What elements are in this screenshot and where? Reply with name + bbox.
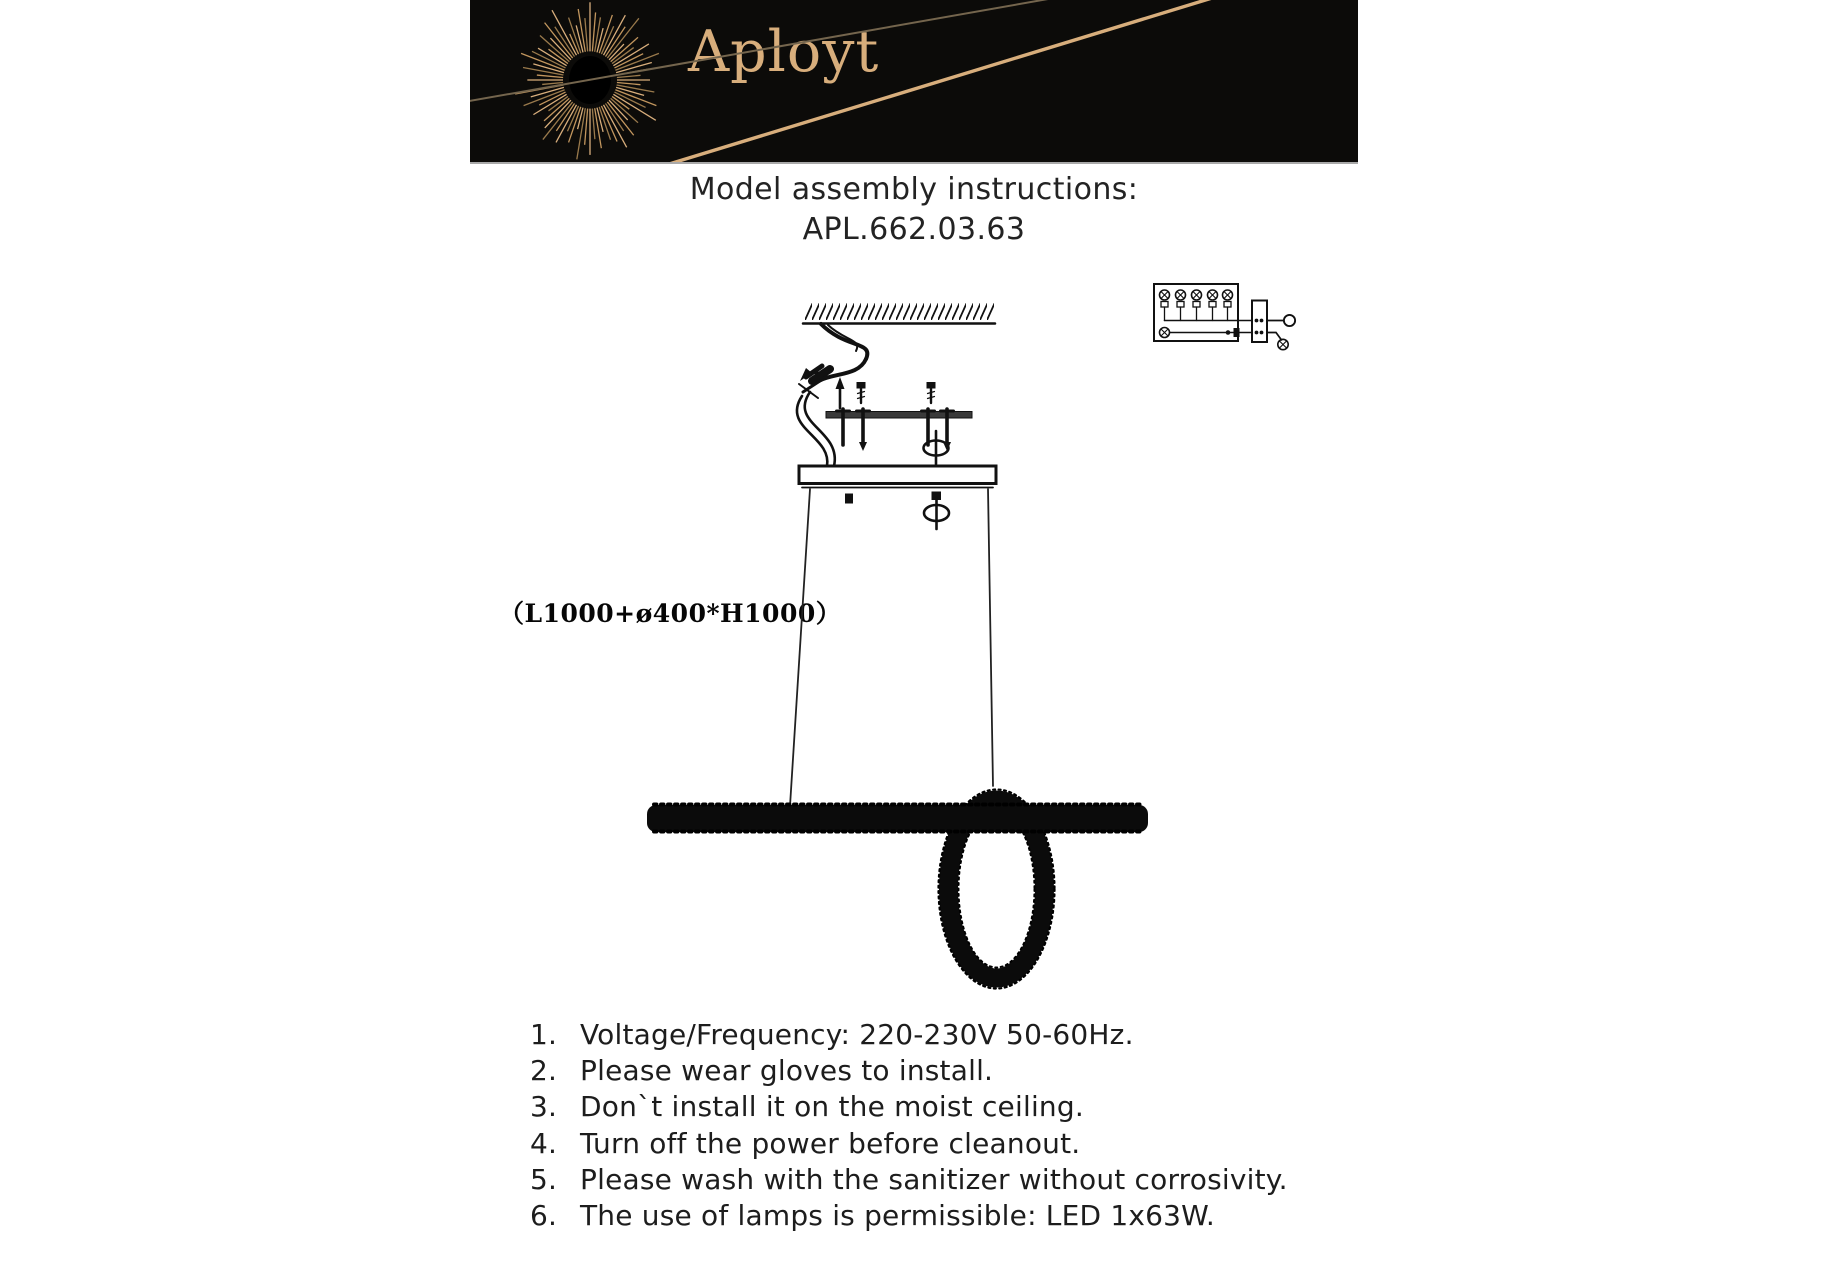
mounting-bracket xyxy=(826,383,972,465)
instructions-list xyxy=(530,1018,1288,1235)
item-number: 1. xyxy=(530,1018,558,1051)
item-text: Turn off the power before cleanout. xyxy=(580,1126,1081,1160)
bolt-icon xyxy=(857,383,865,404)
instruction-item xyxy=(530,1090,1288,1126)
suspension-wires xyxy=(790,489,993,806)
item-text: Please wash with the sanitizer without corrosivity. xyxy=(580,1162,1288,1196)
item-number: 2. xyxy=(530,1054,558,1088)
item-number: 6. xyxy=(530,1198,558,1232)
item-text: Please wear gloves to install. xyxy=(580,1054,994,1088)
canopy-hardware xyxy=(845,492,949,530)
model-number: APL.662.03.63 xyxy=(802,212,1026,247)
instruction-item xyxy=(530,1199,1288,1235)
bolt-icon xyxy=(927,383,935,404)
instruction-item xyxy=(530,1163,1288,1199)
brand-banner xyxy=(470,0,1358,164)
screw-hole-icon xyxy=(924,498,949,529)
item-text: Voltage/Frequency: 220-230V 50-60Hz. xyxy=(580,1018,1134,1051)
up-arrow-icon xyxy=(836,377,845,408)
decorative-rays-icon xyxy=(470,0,1358,162)
instruction-item xyxy=(530,1054,1288,1090)
wiring-diagram xyxy=(1154,284,1295,350)
brand-name: Aployt xyxy=(688,19,880,85)
item-number: 5. xyxy=(530,1162,558,1196)
ceiling-hatching xyxy=(803,303,995,324)
light-bar xyxy=(647,805,1148,833)
instruction-item xyxy=(530,1018,1288,1054)
page-title: Model assembly instructions: xyxy=(689,172,1139,207)
power-cable xyxy=(797,324,867,466)
pendant-lamp xyxy=(647,790,1148,989)
assembly-diagram xyxy=(470,260,1350,1020)
item-text: The use of lamps is permissible: LED 1x63W. xyxy=(580,1198,1215,1232)
item-number: 3. xyxy=(530,1090,558,1124)
item-number: 4. xyxy=(530,1126,558,1160)
neutral-terminal-icon xyxy=(1284,315,1295,326)
ceiling-canopy xyxy=(799,466,996,488)
earth-terminal-icon xyxy=(1278,339,1288,349)
connector-block xyxy=(1252,301,1267,343)
dimension-label: （L1000+ø400*H1000） xyxy=(499,599,842,628)
instruction-item xyxy=(530,1127,1288,1163)
item-text: Don`t install it on the moist ceiling. xyxy=(580,1090,1084,1124)
